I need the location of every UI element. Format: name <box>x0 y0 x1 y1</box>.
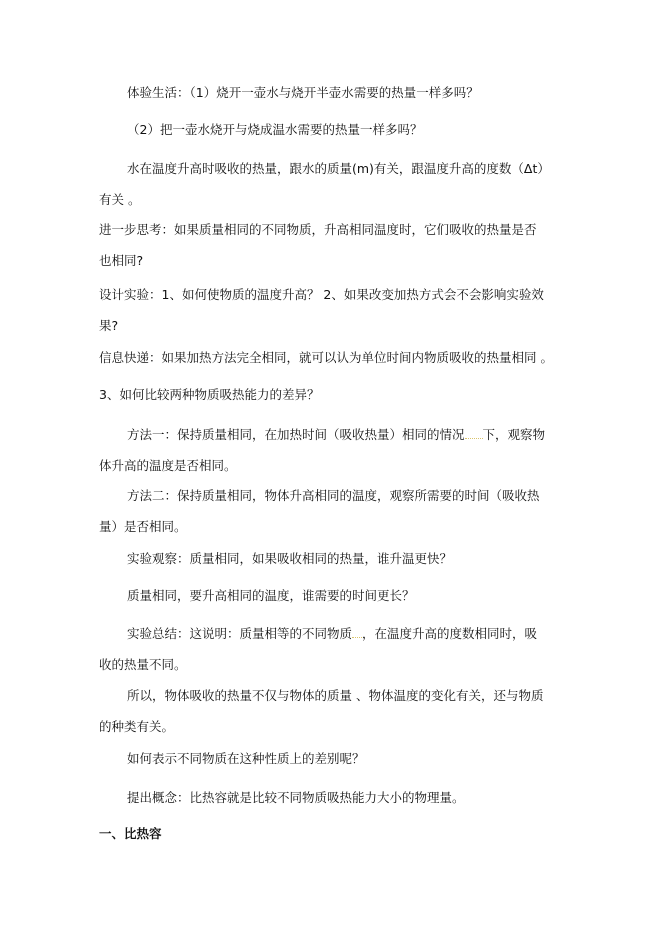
text-line <box>99 618 569 649</box>
text-segment: 下，观察物 <box>482 427 546 442</box>
heading-text: 一、比热容 <box>99 826 162 841</box>
text-line: 的种类有关。 <box>99 719 175 734</box>
text-line: 水在温度升高时吸收的热量，跟水的质量(m)有关，跟温度升高的度数（Δt） <box>127 161 550 176</box>
paragraph-method-one <box>99 419 569 481</box>
fill-blank-mark <box>465 427 483 439</box>
paragraph-observation <box>99 543 569 574</box>
text-segment: 实验总结：这说明：质量相等的不同物质 <box>127 626 353 641</box>
paragraph-conclusion <box>99 680 569 742</box>
text-line: 方法二：保持质量相同，物体升高相同的温度，观察所需要的时间（吸收热 <box>127 488 540 503</box>
paragraph-water-heat <box>99 153 569 215</box>
text-line: 设计实验：1、如何使物质的温度升高？ 2、如果改变加热方式会不会影响实验效 <box>99 287 544 302</box>
text-line: 信息快递：如果加热方法完全相同，就可以认为单位时间内物质吸收的热量相同 。 <box>99 350 553 365</box>
paragraph-further-thinking <box>99 214 569 276</box>
text-segment: 方法一：保持质量相同，在加热时间（吸收热量）相同的情况 <box>127 427 465 442</box>
text-line: 提出概念：比热容就是比较不同物质吸热能力大小的物理量。 <box>127 790 465 805</box>
text-line: 进一步思考：如果质量相同的不同物质，升高相同温度时，它们吸收的热量是否 <box>99 222 537 237</box>
text-line: 质量相同，要升高相同的温度，谁需要的时间更长？ <box>127 588 415 603</box>
paragraph-method-two <box>99 480 569 542</box>
text-line: 所以，物体吸收的热量不仅与物体的质量 、物体温度的变化有关，还与物质 <box>127 688 544 703</box>
text-line: （2）把一壶水烧开与烧成温水需要的热量一样多吗？ <box>127 122 423 137</box>
section-heading <box>99 818 569 849</box>
text-line: 收的热量不同。 <box>99 657 187 672</box>
paragraph-design-experiment <box>99 279 569 341</box>
paragraph-experience-2 <box>99 114 569 145</box>
text-line: 量）是否相同。 <box>99 519 187 534</box>
paragraph-compare-question <box>99 379 569 410</box>
paragraph-experience <box>99 77 569 108</box>
fill-blank-mark <box>352 626 362 638</box>
paragraph-concept <box>99 782 569 813</box>
text-segment: ，在温度升高的度数相同时，吸 <box>362 626 538 641</box>
text-line: 也相同? <box>99 253 144 268</box>
text-line: 3、如何比较两种物质吸热能力的差异？ <box>99 387 320 402</box>
text-line: 有关 。 <box>99 192 141 207</box>
text-line: 体验生活：（1）烧开一壶水与烧开半壶水需要的热量一样多吗？ <box>127 85 479 100</box>
text-line: 如何表示不同物质在这种性质上的差别呢？ <box>127 751 365 766</box>
paragraph-observation-2 <box>99 580 569 611</box>
paragraph-question <box>99 743 569 774</box>
text-line: 果? <box>99 318 119 333</box>
text-line <box>99 419 569 450</box>
text-line: 实验观察：质量相同，如果吸收相同的热量，谁升温更快？ <box>127 551 453 566</box>
paragraph-info-express <box>99 342 569 373</box>
paragraph-summary <box>99 618 569 680</box>
text-line: 体升高的温度是否相同。 <box>99 458 237 473</box>
